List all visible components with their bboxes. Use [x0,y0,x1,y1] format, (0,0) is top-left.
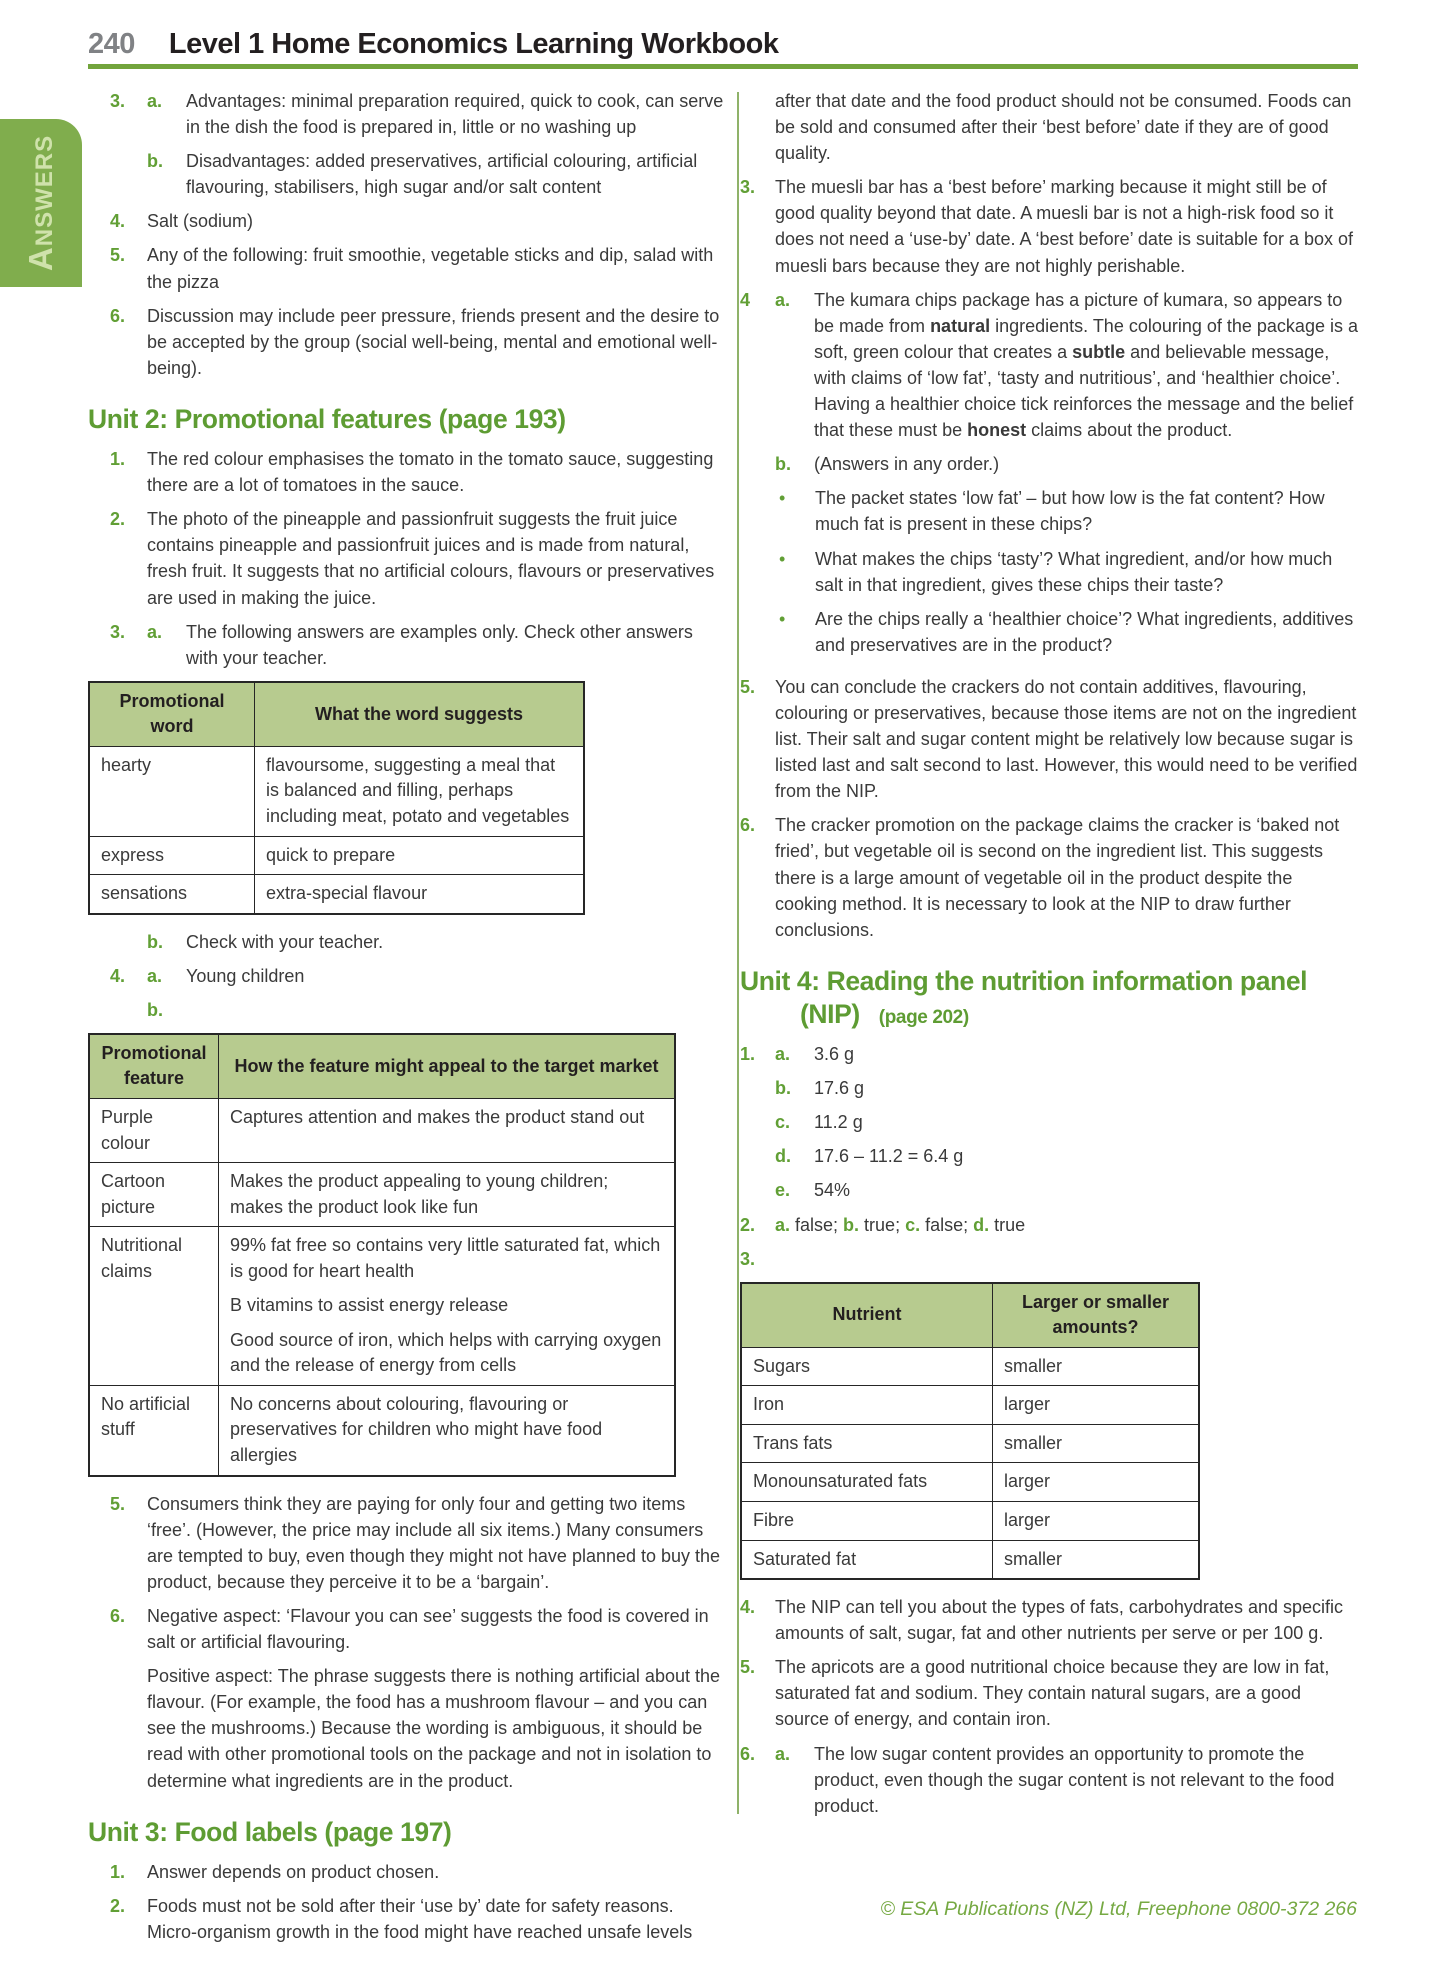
unit3-heading: Unit 3: Food labels (page 197) [88,1816,452,1847]
item-text: The following answers are examples only. Check other answers with your teacher. [186,621,693,668]
item-number: 3. [110,91,126,111]
unit2-item-1 [110,446,724,498]
table-row [741,1386,1199,1425]
unit2-item-4 [110,963,724,1023]
answer-item-5 [110,242,724,294]
table-cell: 99% fat free so contains very little saturated fat, which is good for heart health B vitamins to assist energy release Good source of iron, which helps with carrying oxygen and the release of energy from cells [219,1227,676,1386]
answer-subitem-a [775,1041,1358,1067]
item-letter: b. [147,151,163,172]
unit2-heading: Unit 2: Promotional features (page 193) [88,403,566,434]
unit4-item-2 [740,1212,1358,1238]
table-cell: No artificial stuff [89,1385,219,1475]
table-row [741,1463,1199,1502]
item-text: 17.6 – 11.2 = 6.4 g [814,1146,964,1167]
item-number: 5. [110,1493,126,1514]
unit4-item-6 [740,1741,1358,1819]
unit3-item-2-continued: after that date and the food product should not be consumed. Foods can be sold and consumed after their ‘best before’ date if they are of good quality. [775,91,1352,164]
answer-subitem-a [147,963,724,989]
answers-tab-label: ANSWERS [22,134,59,272]
table-cell: larger [993,1502,1200,1541]
item-number: 6. [740,815,756,836]
item-text: Answer depends on product chosen. [147,1861,440,1882]
answer-subitem-b [147,148,724,200]
unit4-item-1 [740,1041,1358,1203]
item-number: 6. [740,1743,756,1764]
unit3-item-2 [110,1893,724,1945]
bullet-marker: • [779,608,786,629]
item-text: The red colour emphasises the tomato in the tomato sauce, suggesting there are a lot of tomatoes in the sauce. [147,449,714,496]
item-text: 17.6 g [814,1078,865,1099]
item-number: 1. [110,449,126,470]
unit4-item-4 [740,1594,1358,1646]
item-text: The low sugar content provides an opportunity to promote the product, even though the sugar content is not relevant to the food product. [814,1743,1335,1816]
bullet-item [775,546,1358,598]
table-header-cell: Promotional feature [89,1034,219,1099]
table-row [741,1347,1199,1386]
table-cell: larger [993,1463,1200,1502]
answer-subitem-b [775,1075,1358,1101]
table-header-cell: Nutrient [741,1283,993,1348]
item-number: 5. [740,1657,756,1678]
answer-subitem-a [775,287,1358,444]
answer-subitem-a [775,1741,1358,1819]
promotional-features-table [88,1033,676,1477]
item-text: Discussion may include peer pressure, friends present and the desire to be accepted by the group (social well-being, mental and emotional well-being). [147,305,720,378]
table-row [89,836,584,875]
unit4-item-5 [740,1654,1358,1732]
table-row [741,1502,1199,1541]
item-number: 2. [740,1214,756,1235]
table-cell: smaller [993,1424,1200,1463]
table-row [89,875,584,914]
bullet-text: The packet states ‘low fat’ – but how low is the fat content? How much fat is present in these chips? [815,488,1325,535]
answer-subitem-a [147,88,724,140]
item-text: The NIP can tell you about the types of fats, carbohydrates and specific amounts of salt, sugar, fat and other nutrients per serve or per 100 g. [775,1597,1343,1644]
item-text: 3.6 g [814,1044,855,1065]
table-row [741,1540,1199,1579]
item-number: 2. [110,1895,126,1916]
item-letter: b. [775,454,791,475]
table-cell: larger [993,1386,1200,1425]
bullet-item [775,606,1358,658]
bullet-text: Are the chips really a ‘healthier choice’? What ingredients, additives and preservatives are in the product? [815,608,1354,655]
item-letter: a. [147,965,163,986]
table-row [741,1424,1199,1463]
item-number: 4. [740,1597,756,1618]
item-text: 54% [814,1180,851,1201]
item-text [186,997,724,1023]
item-text: The muesli bar has a ‘best before’ marking because it might still be of good quality beyond that date. A muesli bar is not a high-risk food so it does not need a ‘use-by’ date. A ‘best before’ date is suitable for a box of muesli bars because they are not highly perishable. [775,177,1354,276]
unit3-item-4 [740,287,1358,666]
item-text: Disadvantages: added preservatives, artificial colouring, artificial flavouring, stabilisers, high sugar and/or salt content [186,151,698,198]
bullet-marker: • [779,548,786,569]
table-header-cell: Larger or smaller amounts? [993,1283,1200,1348]
item-text: Advantages: minimal preparation required, quick to cook, can serve in the dish the food is prepared in, little or no washing up [186,91,724,138]
table-cell: Captures attention and makes the product stand out [219,1099,676,1163]
answer-subitem-b [147,997,724,1023]
unit3-item-5 [740,674,1358,804]
table-row [89,1099,675,1163]
item-number: 2. [110,509,126,530]
item-number: 3. [740,1248,756,1269]
answer-subitem-a [147,619,724,671]
bullet-item [775,485,1358,537]
item-text: The photo of the pineapple and passionfruit suggests the fruit juice contains pineapple and passionfruit juices and is made from natural, fresh fruit. It suggests that no artificial colours, flavours or preservatives are used in making the juice. [147,509,715,608]
header-divider-rule [88,64,1358,69]
table-header-cell: Promotional word [89,682,255,747]
table-cell: Nutritional claims [89,1227,219,1386]
answer-item-4 [110,208,724,234]
item-text: Check with your teacher. [186,931,384,952]
table-cell: smaller [993,1347,1200,1386]
item-letter: b. [775,1078,791,1099]
item-number: 3. [740,177,756,198]
answer-item-6 [110,303,724,381]
item-text: Positive aspect: The phrase suggests there is nothing artificial about the flavour. (For example, the food has a mushroom flavour – and you can see the mushrooms.) Because the wording is ambiguous, it should be read with other promotional tools on the package and not in isolation to determine what ingredients are in the product. [147,1666,721,1791]
item-text: Foods must not be sold after their ‘use by’ date for safety reasons. Micro-organism growth in the food might have reached unsafe levels [147,1895,693,1942]
answer-subitem-c [775,1109,1358,1135]
item-number: 6. [110,1605,126,1626]
table-cell: extra-special flavour [255,875,585,914]
left-column [88,88,724,1953]
item-letter: b. [147,931,163,952]
table-cell: Iron [741,1386,993,1425]
table-cell: No concerns about colouring, flavouring or preservatives for children who might have food allergies [219,1385,676,1475]
nutrient-amounts-table [740,1282,1200,1580]
item-letter: e. [775,1180,791,1201]
table-cell: Sugars [741,1347,993,1386]
table-cell: Makes the product appealing to young children; makes the product look like fun [219,1163,676,1227]
item-letter: a. [775,1743,791,1764]
table-row [89,1385,675,1475]
item-text: Salt (sodium) [147,211,254,232]
table-cell: sensations [89,875,255,914]
item-number: 1. [110,1861,126,1882]
unit4-heading-nip: (NIP) [800,998,860,1029]
unit2-item-3 [110,619,724,671]
item-number: 4. [110,965,126,986]
unit4-heading [740,965,1358,1031]
answers-side-tab [0,119,82,287]
bullet-text: What makes the chips ‘tasty’? What ingredient, and/or how much salt in that ingredient, gives these chips their taste? [815,548,1333,595]
unit2-item-2 [110,506,724,610]
item-letter: c. [775,1112,791,1133]
table-cell: Cartoon picture [89,1163,219,1227]
item-text: (Answers in any order.) [814,454,1000,475]
table-header-cell: How the feature might appeal to the target market [219,1034,676,1099]
item-number: 3. [110,621,126,642]
right-column [740,88,1358,1827]
answer-subitem-b [147,929,724,955]
answer-item-3 [110,88,724,200]
item-number: 4. [110,211,126,232]
unit2-item-6 [110,1603,724,1794]
table-row [89,1163,675,1227]
table-cell: quick to prepare [255,836,585,875]
item-letter: b. [147,999,163,1020]
unit4-heading-pageref: (page 202) [878,1006,969,1028]
item-number: 6. [110,305,126,326]
item-text: The apricots are a good nutritional choice because they are low in fat, saturated fat and sodium. They contain natural sugars, are a good source of energy, and contain iron. [775,1657,1330,1730]
item-text: Any of the following: fruit smoothie, vegetable sticks and dip, salad with the pizza [147,245,714,292]
item-text: Negative aspect: ‘Flavour you can see’ suggests the food is covered in salt or artificial flavouring. [147,1605,709,1653]
table-cell: Purple colour [89,1099,219,1163]
page-number: 240 [88,28,135,60]
unit3-item-1 [110,1859,724,1885]
unit4-item-3 [740,1246,1358,1272]
item-text: Young children [186,965,305,986]
table-cell: express [89,836,255,875]
column-divider-rule [737,92,739,1814]
table-cell: Fibre [741,1502,993,1541]
item-number: 5. [740,676,756,697]
table-row [89,746,584,836]
item-number: 4 [740,289,751,310]
item-text: The kumara chips package has a picture of kumara, so appears to be made from natural ingredients. The colouring of the package is a soft, green colour that creates a subtle and believable message, with claims of ‘low fat’, ‘tasty and nutritious’, and ‘healthier choice’. Having a healthier choice tick reinforces the message and the belief that these must be honest claims about the product. [814,289,1358,441]
unit2-item-5 [110,1491,724,1595]
table-cell: Saturated fat [741,1540,993,1579]
page-title: Level 1 Home Economics Learning Workbook [168,28,779,60]
table-cell: smaller [993,1540,1200,1579]
table-cell: Monounsaturated fats [741,1463,993,1502]
unit3-item-3 [740,174,1358,278]
item-letter: a. [775,1044,791,1065]
promotional-words-table [88,681,585,915]
item-number: 5. [110,245,126,266]
item-letter: a. [147,91,163,111]
item-letter: a. [147,621,163,642]
item-text: a. false; b. true; c. false; d. true [775,1214,1026,1235]
item-text: The cracker promotion on the package claims the cracker is ‘baked not fried’, but vegetable oil is second on the ingredient list. This suggests there is a large amount of vegetable oil in the product despite the cooking method. It is necessary to look at the NIP to draw further conclusions. [775,815,1340,940]
item-number: 1. [740,1044,756,1065]
answer-subitem-e [775,1177,1358,1203]
answer-subitem-b [775,451,1358,477]
table-header-cell: What the word suggests [255,682,585,747]
table-cell: Trans fats [741,1424,993,1463]
bullet-marker: • [779,488,786,509]
item-letter: a. [775,289,791,310]
item-text: Consumers think they are paying for only four and getting two items ‘free’. (However, the price may include all six items.) Many consumers are tempted to buy, even though they might not have planned to buy the product, because they perceive it to be a ‘bargain’. [147,1493,721,1592]
unit3-item-6 [740,812,1358,942]
item-text: 11.2 g [814,1112,863,1133]
page-header [88,28,1358,61]
publisher-footer: © ESA Publications (NZ) Ltd, Freephone 0800-372 266 [880,1898,1357,1920]
table-cell: hearty [89,746,255,836]
unit4-heading-line1: Unit 4: Reading the nutrition information panel [740,965,1308,996]
item-text: You can conclude the crackers do not contain additives, flavouring, colouring or preservatives, because those items are not on the ingredient list. Their salt and sugar content might be relatively low because sugar is listed last and salt second to last. However, this would need to be verified from the NIP. [775,676,1358,802]
table-row [89,1227,675,1386]
item-letter: d. [775,1146,791,1167]
answer-subitem-d [775,1143,1358,1169]
unit2-item-3b [110,929,724,955]
table-cell: flavoursome, suggesting a meal that is balanced and filling, perhaps including meat, potato and vegetables [255,746,585,836]
